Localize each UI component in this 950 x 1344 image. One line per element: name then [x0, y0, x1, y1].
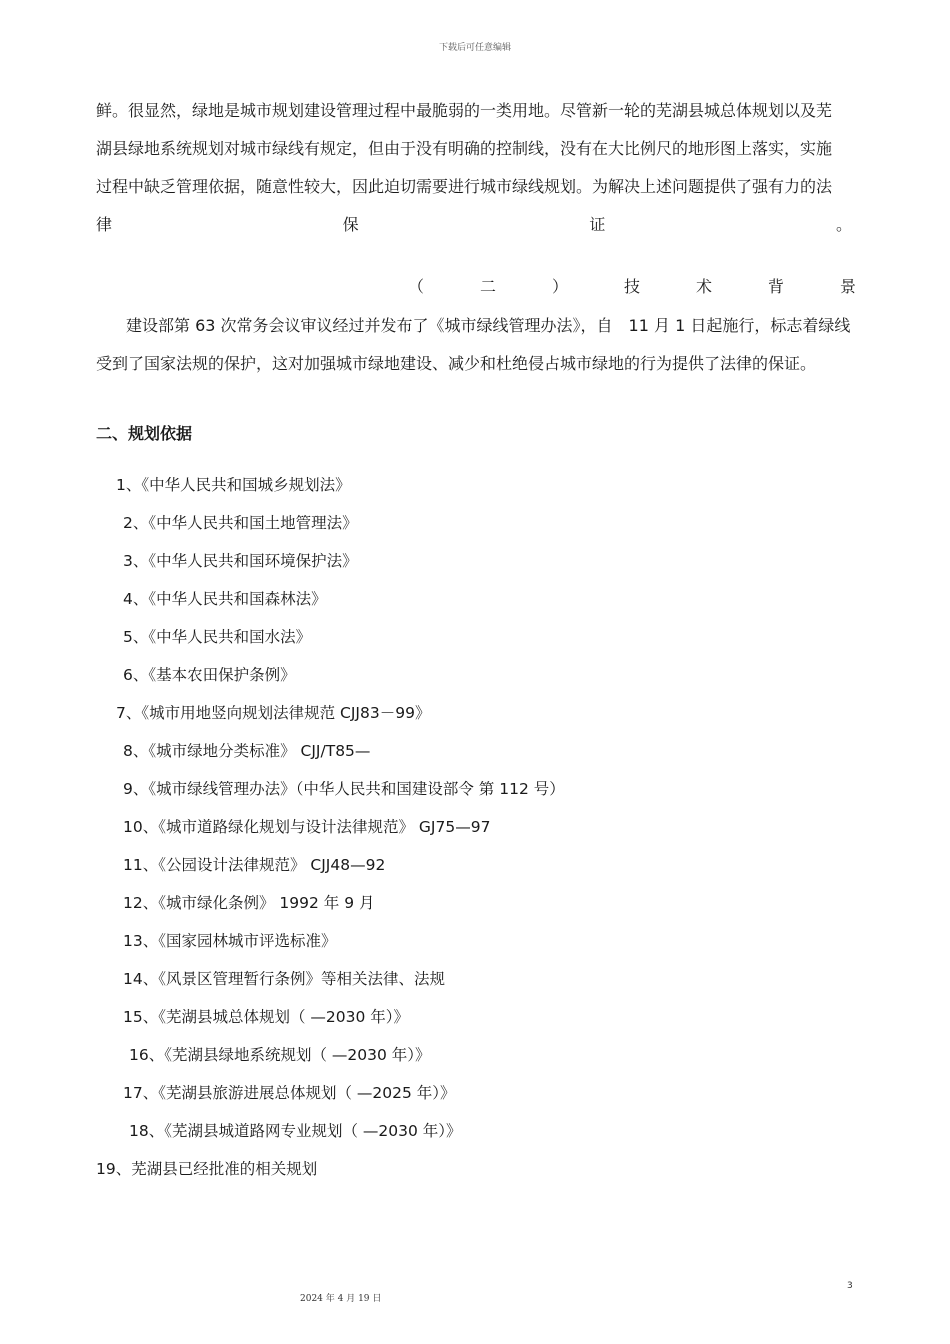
basis-item: 11、《公园设计法律规范》 CJJ48—92	[123, 856, 386, 874]
heading-char: 术	[695, 277, 712, 296]
basis-item: 3、《中华人民共和国环境保护法》	[123, 552, 358, 570]
heading-char: 背	[767, 277, 784, 296]
basis-item: 18、《芜湖县城道路网专业规划（ —2030 年）》	[129, 1122, 462, 1140]
basis-item: 5、《中华人民共和国水法》	[123, 628, 312, 646]
basis-item: 2、《中华人民共和国土地管理法》	[123, 514, 358, 532]
tech-paragraph-line-2: 受到了国家法规的保护，这对加强城市绿地建设、减少和杜绝侵占城市绿地的行为提供了法律的保证。	[96, 354, 817, 373]
justified-char: 保	[342, 215, 359, 234]
basis-item: 14、《风景区管理暂行条例》等相关法律、法规	[123, 970, 445, 988]
basis-item: 19、芜湖县已经批准的相关规划	[96, 1160, 318, 1178]
basis-item: 8、《城市绿地分类标准》 CJJ/T85—	[123, 742, 371, 760]
heading-char: ）	[551, 277, 568, 296]
basis-item: 7、《城市用地竖向规划法律规范 CJJ83－99》	[116, 704, 431, 722]
basis-item: 15、《芜湖县城总体规划（ —2030 年）》	[123, 1008, 410, 1026]
basis-item: 16、《芜湖县绿地系统规划（ —2030 年）》	[129, 1046, 431, 1064]
background-line-3: 过程中缺乏管理依据，随意性较大，因此迫切需要进行城市绿线规划。为解决上述问题提供了强有力的法	[96, 177, 833, 196]
justified-char: 律	[96, 215, 113, 234]
page-number: 3	[847, 1281, 853, 1291]
section-title: 二、规划依据	[96, 424, 193, 443]
basis-item: 10、《城市道路绿化规划与设计法律规范》 GJ75—97	[123, 818, 491, 836]
basis-item: 4、《中华人民共和国森林法》	[123, 590, 327, 608]
background-line-4	[96, 212, 852, 235]
basis-item: 1、《中华人民共和国城乡规划法》	[116, 476, 351, 494]
footer-date: 2024 年 4 月 19 日	[300, 1294, 382, 1304]
tech-paragraph-line-1: 建设部第 63 次常务会议审议经过并发布了《城市绿线管理办法》，自 11 月 1 日起施行，标志着绿线	[126, 316, 851, 335]
heading-char: 二	[479, 277, 496, 296]
tech-background-heading	[408, 274, 856, 297]
basis-item: 17、《芜湖县旅游进展总体规划（ —2025 年）》	[123, 1084, 456, 1102]
justified-char: 证	[589, 215, 606, 234]
heading-char: （	[408, 277, 425, 296]
basis-item: 6、《基本农田保护条例》	[123, 666, 296, 684]
background-line-2: 湖县绿地系统规划对城市绿线有规定，但由于没有明确的控制线，没有在大比例尺的地形图上落实，实施	[96, 139, 833, 158]
basis-item: 12、《城市绿化条例》 1992 年 9 月	[123, 894, 375, 912]
background-line-1: 鲜。很显然，绿地是城市规划建设管理过程中最脆弱的一类用地。尽管新一轮的芜湖县城总体规划以及芜	[96, 101, 833, 120]
heading-char: 景	[839, 277, 856, 296]
basis-item: 13、《国家园林城市评选标准》	[123, 932, 337, 950]
justified-char: 。	[835, 215, 852, 234]
page-header: 下载后可任意编辑	[438, 43, 511, 53]
heading-char: 技	[623, 277, 640, 296]
basis-item: 9、《城市绿线管理办法》（中华人民共和国建设部令 第 112 号）	[123, 780, 565, 798]
